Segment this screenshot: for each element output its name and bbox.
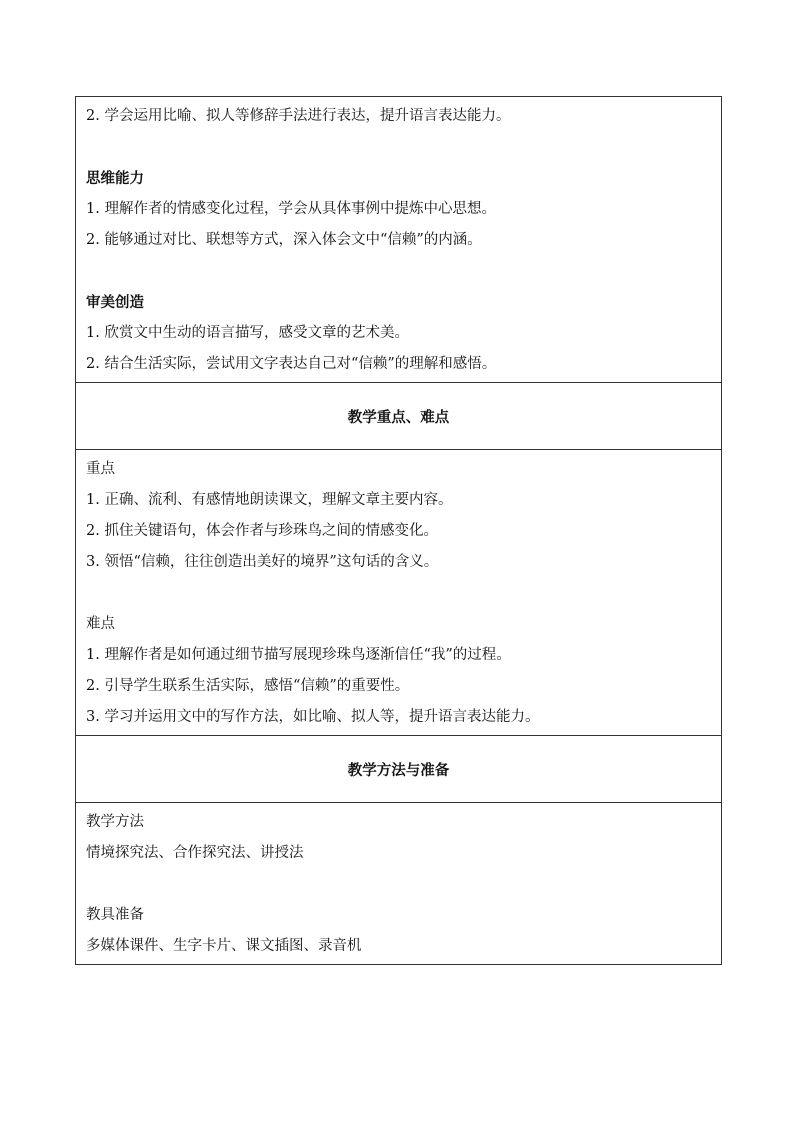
method-header: 教学方法与准备 bbox=[76, 735, 721, 802]
key-points-title: 重点 bbox=[86, 461, 115, 477]
difficult-point-item: 3. 学习并运用文中的写作方法，如比喻、拟人等，提升语言表达能力。 bbox=[86, 709, 540, 725]
difficult-points-title: 难点 bbox=[86, 616, 115, 632]
prep-text: 多媒体课件、生字卡片、课文插图、录音机 bbox=[86, 938, 362, 954]
key-point-item: 2. 抓住关键语句，体会作者与珍珠鸟之间的情感变化。 bbox=[86, 523, 438, 539]
lesson-plan-table bbox=[75, 96, 722, 965]
key-point-item: 3. 领悟“信赖，往往创造出美好的境界”这句话的含义。 bbox=[86, 554, 439, 570]
focus-cell bbox=[76, 449, 721, 735]
difficult-point-item: 2. 引导学生联系生活实际，感悟“信赖”的重要性。 bbox=[86, 678, 410, 694]
thinking-title: 思维能力 bbox=[86, 170, 144, 187]
methods-title: 教学方法 bbox=[86, 814, 144, 830]
aesthetic-title: 审美创造 bbox=[86, 294, 144, 311]
method-cell bbox=[76, 802, 721, 964]
prep-title: 教具准备 bbox=[86, 907, 144, 923]
difficult-point-item: 1. 理解作者是如何通过细节描写展现珍珠鸟逐渐信任“我”的过程。 bbox=[86, 647, 511, 663]
thinking-item: 1. 理解作者的情感变化过程，学会从具体事例中提炼中心思想。 bbox=[86, 201, 496, 217]
aesthetic-item: 1. 欣赏文中生动的语言描写，感受文章的艺术美。 bbox=[86, 325, 409, 341]
language-goal-item: 2. 学会运用比喻、拟人等修辞手法进行表达，提升语言表达能力。 bbox=[86, 108, 511, 124]
methods-text: 情境探究法、合作探究法、讲授法 bbox=[86, 845, 304, 861]
aesthetic-item: 2. 结合生活实际，尝试用文字表达自己对“信赖”的理解和感悟。 bbox=[86, 356, 497, 372]
goals-cell bbox=[76, 97, 721, 382]
focus-header: 教学重点、难点 bbox=[76, 382, 721, 449]
key-point-item: 1. 正确、流利、有感情地朗读课文，理解文章主要内容。 bbox=[86, 492, 453, 508]
thinking-item: 2. 能够通过对比、联想等方式，深入体会文中“信赖”的内涵。 bbox=[86, 232, 482, 248]
